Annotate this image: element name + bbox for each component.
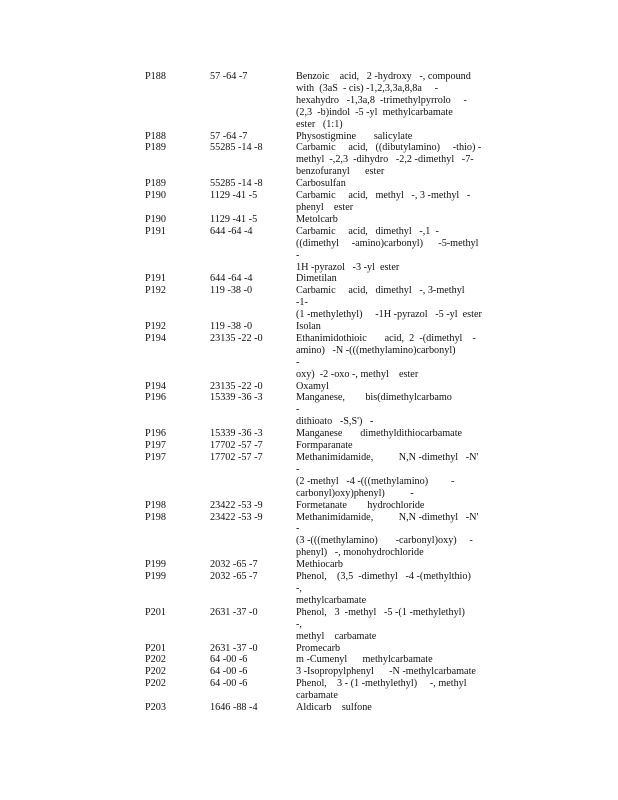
table-row — [0, 512, 618, 560]
chemical-name: Physostigmine salicylate — [296, 130, 413, 142]
table-row — [0, 285, 618, 321]
cas-number: 17702 -57 -7 — [210, 452, 263, 463]
chemical-name: Aldicarb sulfone — [296, 702, 372, 714]
table-row — [0, 654, 618, 666]
table-row — [0, 333, 618, 381]
table-row — [0, 178, 618, 190]
hazardous-waste-code: P202 — [145, 666, 166, 678]
chemical-name: Formetanate hydrochloride — [296, 499, 425, 511]
table-row — [0, 226, 618, 274]
chemical-name: Dimetilan — [296, 273, 337, 285]
chemical-name: Ethanimidothioic acid, 2 -(dimethyl - amino) -N -(((methylamino)carbonyl) - oxy) -2 -oxo -, methyl ester — [296, 332, 476, 380]
chemical-name: Promecarb — [296, 642, 341, 654]
cas-number: 15339 -36 -3 — [210, 428, 263, 440]
table-row — [0, 131, 618, 143]
table-row — [0, 428, 618, 440]
hazardous-waste-code: P199 — [145, 571, 166, 583]
cas-number: 2032 -65 -7 — [210, 571, 258, 583]
chemical-name: Carbamic acid, methyl -, 3 -methyl - phenyl ester — [296, 190, 471, 213]
hazardous-waste-code: P190 — [145, 213, 166, 225]
chemical-name: Carbosulfan — [296, 178, 346, 190]
chemical-name: Carbamic acid, dimethyl -,1 - ((dimethyl -amino)carbonyl) -5-methyl - 1H -pyrazol -3 -yl ester — [296, 225, 479, 273]
table-row — [0, 381, 618, 393]
cas-number: 64 -00 -6 — [210, 678, 248, 690]
cas-number: 23135 -22 -0 — [210, 380, 263, 392]
table-row — [0, 559, 618, 571]
cas-number: 23135 -22 -0 — [210, 332, 263, 344]
table-row — [0, 500, 618, 512]
cas-number: 1129 -41 -5 — [210, 213, 258, 225]
chemical-name: Carbamic acid, dimethyl -, 3-methyl -1- (1 -methylethyl) -1H -pyrazol -5 -yl ester — [296, 285, 482, 321]
hazardous-waste-code: P189 — [145, 178, 166, 190]
cas-number: 57 -64 -7 — [210, 130, 248, 142]
hazardous-waste-code: P192 — [145, 321, 166, 333]
table-row — [0, 392, 618, 428]
chemical-name: Phenol, 3 -methyl -5 -(1 -methylethyl) -, methyl carbamate — [296, 606, 465, 642]
hazardous-waste-code: P190 — [145, 190, 166, 202]
hazardous-waste-code: P194 — [145, 332, 166, 344]
chemical-name: Phenol, 3 - (1 -methylethyl) -, methyl carbamate — [296, 678, 467, 702]
hazardous-waste-code: P196 — [145, 428, 166, 440]
table-row — [0, 190, 618, 214]
cas-number: 15339 -36 -3 — [210, 392, 263, 404]
cas-number: 2631 -37 -0 — [210, 606, 258, 618]
chemical-name: Isolan — [296, 321, 321, 333]
hazardous-waste-code: P199 — [145, 559, 166, 571]
hazardous-waste-code: P198 — [145, 511, 166, 523]
cas-number: 1129 -41 -5 — [210, 190, 258, 202]
table-row — [0, 273, 618, 285]
cas-number: 55285 -14 -8 — [210, 178, 263, 190]
chemical-name: 3 -Isopropylphenyl -N -methylcarbamate — [296, 666, 476, 678]
hazardous-waste-code: P194 — [145, 380, 166, 392]
chemical-name: Formparanate — [296, 440, 353, 452]
hazardous-waste-code: P203 — [145, 702, 166, 714]
cas-number: 119 -38 -0 — [210, 285, 253, 297]
hazardous-waste-code: P192 — [145, 285, 166, 297]
hazardous-waste-code: P201 — [145, 606, 166, 618]
cas-number: 644 -64 -4 — [210, 273, 253, 285]
cas-number: 2032 -65 -7 — [210, 559, 258, 571]
table-row — [0, 440, 618, 452]
table-row — [0, 214, 618, 226]
table-row — [0, 71, 618, 131]
cas-number: 644 -64 -4 — [210, 225, 253, 237]
hazardous-waste-code: P189 — [145, 142, 166, 154]
hazardous-waste-code: P197 — [145, 452, 166, 463]
chemical-name: Oxamyl — [296, 380, 329, 392]
hazardous-waste-code: P188 — [145, 71, 166, 82]
cas-number: 57 -64 -7 — [210, 71, 248, 82]
table-row — [0, 666, 618, 678]
cas-number: 2631 -37 -0 — [210, 642, 258, 654]
table-row — [0, 678, 618, 702]
chemical-name: Methiocarb — [296, 559, 343, 571]
table-row — [0, 643, 618, 655]
chemical-name: Metolcarb — [296, 213, 338, 225]
cas-number: 119 -38 -0 — [210, 321, 253, 333]
cas-number: 55285 -14 -8 — [210, 142, 263, 154]
chemical-name: Carbamic acid, ((dibutylamino) -thio) - methyl -,2,3 -dihydro -2,2 -dimethyl -7- benzofuranyl ester — [296, 142, 482, 178]
cas-number: 17702 -57 -7 — [210, 440, 263, 452]
hazardous-waste-code: P188 — [145, 130, 166, 142]
hazardous-waste-code: P191 — [145, 225, 166, 237]
chemical-name: Phenol, (3,5 -dimethyl -4 -(methylthio) -, methylcarbamate — [296, 571, 471, 606]
chemical-name: m -Cumenyl methylcarbamate — [296, 654, 433, 666]
hazardous-waste-code: P198 — [145, 499, 166, 511]
hazardous-waste-code: P196 — [145, 392, 166, 404]
cas-number: 23422 -53 -9 — [210, 499, 263, 511]
table-row — [0, 702, 618, 714]
cas-number: 64 -00 -6 — [210, 666, 248, 678]
table-row — [0, 452, 618, 500]
table-row — [0, 142, 618, 178]
table-row — [0, 607, 618, 643]
waste-code-table — [0, 71, 618, 714]
cas-number: 64 -00 -6 — [210, 654, 248, 666]
hazardous-waste-code: P202 — [145, 654, 166, 666]
hazardous-waste-code: P191 — [145, 273, 166, 285]
chemical-name: Methanimidamide, N,N -dimethyl -N' - (2 -methyl -4 -(((methylamino) - carbonyl)oxy)phenyl) - — [296, 452, 479, 499]
chemical-name: Benzoic acid, 2 -hydroxy -, compound with (3aS - cis) -1,2,3,3a,8,8a - hexahydro -1,3a,8 -trimethylpyrrolo - (2,3 -b)indol -5 -yl methylcarbamate ester (1:1) — [296, 71, 471, 130]
cas-number: 23422 -53 -9 — [210, 511, 263, 523]
table-row — [0, 321, 618, 333]
hazardous-waste-code: P201 — [145, 642, 166, 654]
hazardous-waste-code: P202 — [145, 678, 166, 690]
chemical-name: Manganese, bis(dimethylcarbamo - dithioato -S,S') - — [296, 392, 452, 428]
hazardous-waste-code: P197 — [145, 440, 166, 452]
cas-number: 1646 -88 -4 — [210, 702, 258, 714]
chemical-name: Methanimidamide, N,N -dimethyl -N' - (3 -(((methylamino) -carbonyl)oxy) - phenyl) -, monohydrochloride — [296, 511, 479, 559]
table-row — [0, 571, 618, 607]
chemical-name: Manganese dimethyldithiocarbamate — [296, 428, 463, 440]
